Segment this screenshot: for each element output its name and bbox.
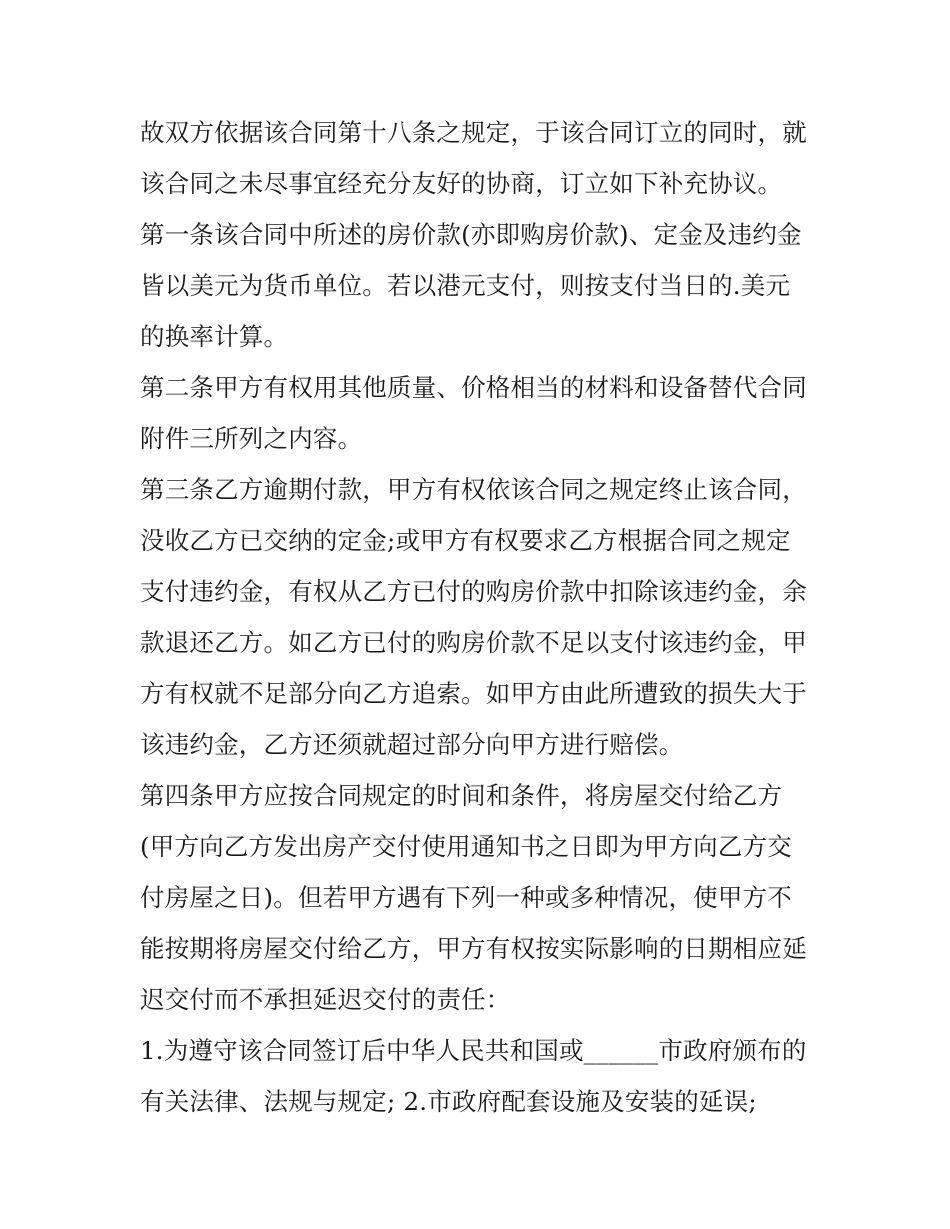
text-line: 故双方依据该合同第十八条之规定，于该合同订立的同时，就	[140, 118, 807, 147]
text-line: 支付违约金，有权从乙方已付的购房价款中扣除该违约金，余	[140, 577, 807, 606]
text-line: 的换率计算。	[140, 322, 289, 351]
text-line: 第二条甲方有权用其他质量、价格相当的材料和设备替代合同	[140, 373, 807, 402]
text-line: 该合同之未尽事宜经充分友好的协商，订立如下补充协议。	[140, 169, 783, 198]
text-line: 第三条乙方逾期付款，甲方有权依该合同之规定终止该合同，	[140, 475, 807, 504]
text-line: 皆以美元为货币单位。若以港元支付，则按支付当日的.美元	[140, 271, 791, 300]
text-line: (甲方向乙方发出房产交付使用通知书之日即为甲方向乙方交	[140, 832, 792, 861]
text-line: 有关法律、法规与规定; 2.市政府配套设施及安装的延误;	[140, 1087, 757, 1116]
text-line: 付房屋之日)。但若甲方遇有下列一种或多种情况，使甲方不	[140, 883, 792, 912]
text-line: 方有权就不足部分向乙方追索。如甲方由此所遭致的损失大于	[140, 679, 807, 708]
text-line: 该违约金，乙方还须就超过部分向甲方进行赔偿。	[140, 730, 684, 759]
text-line: 1.为遵守该合同签订后中华人民共和国或______市政府颁布的	[140, 1036, 807, 1065]
text-line: 能按期将房屋交付给乙方，甲方有权按实际影响的日期相应延	[140, 934, 807, 963]
paragraph-article-1	[140, 209, 820, 362]
paragraph-article-3	[140, 464, 820, 770]
text-line: 第一条该合同中所述的房价款(亦即购房价款)、定金及违约金	[140, 220, 802, 249]
paragraph-preamble	[140, 107, 820, 209]
paragraph-article-4	[140, 770, 820, 1025]
text-line: 迟交付而不承担延迟交付的责任：	[140, 985, 511, 1014]
text-line: 第四条甲方应按合同规定的时间和条件，将房屋交付给乙方	[140, 781, 783, 810]
text-line: 没收乙方已交纳的定金;或甲方有权要求乙方根据合同之规定	[140, 526, 791, 555]
paragraph-article-2	[140, 362, 820, 464]
paragraph-list-items	[140, 1025, 820, 1127]
text-line: 款退还乙方。如乙方已付的购房价款不足以支付该违约金，甲	[140, 628, 807, 657]
text-line: 附件三所列之内容。	[140, 424, 363, 453]
document-body	[140, 107, 820, 1127]
